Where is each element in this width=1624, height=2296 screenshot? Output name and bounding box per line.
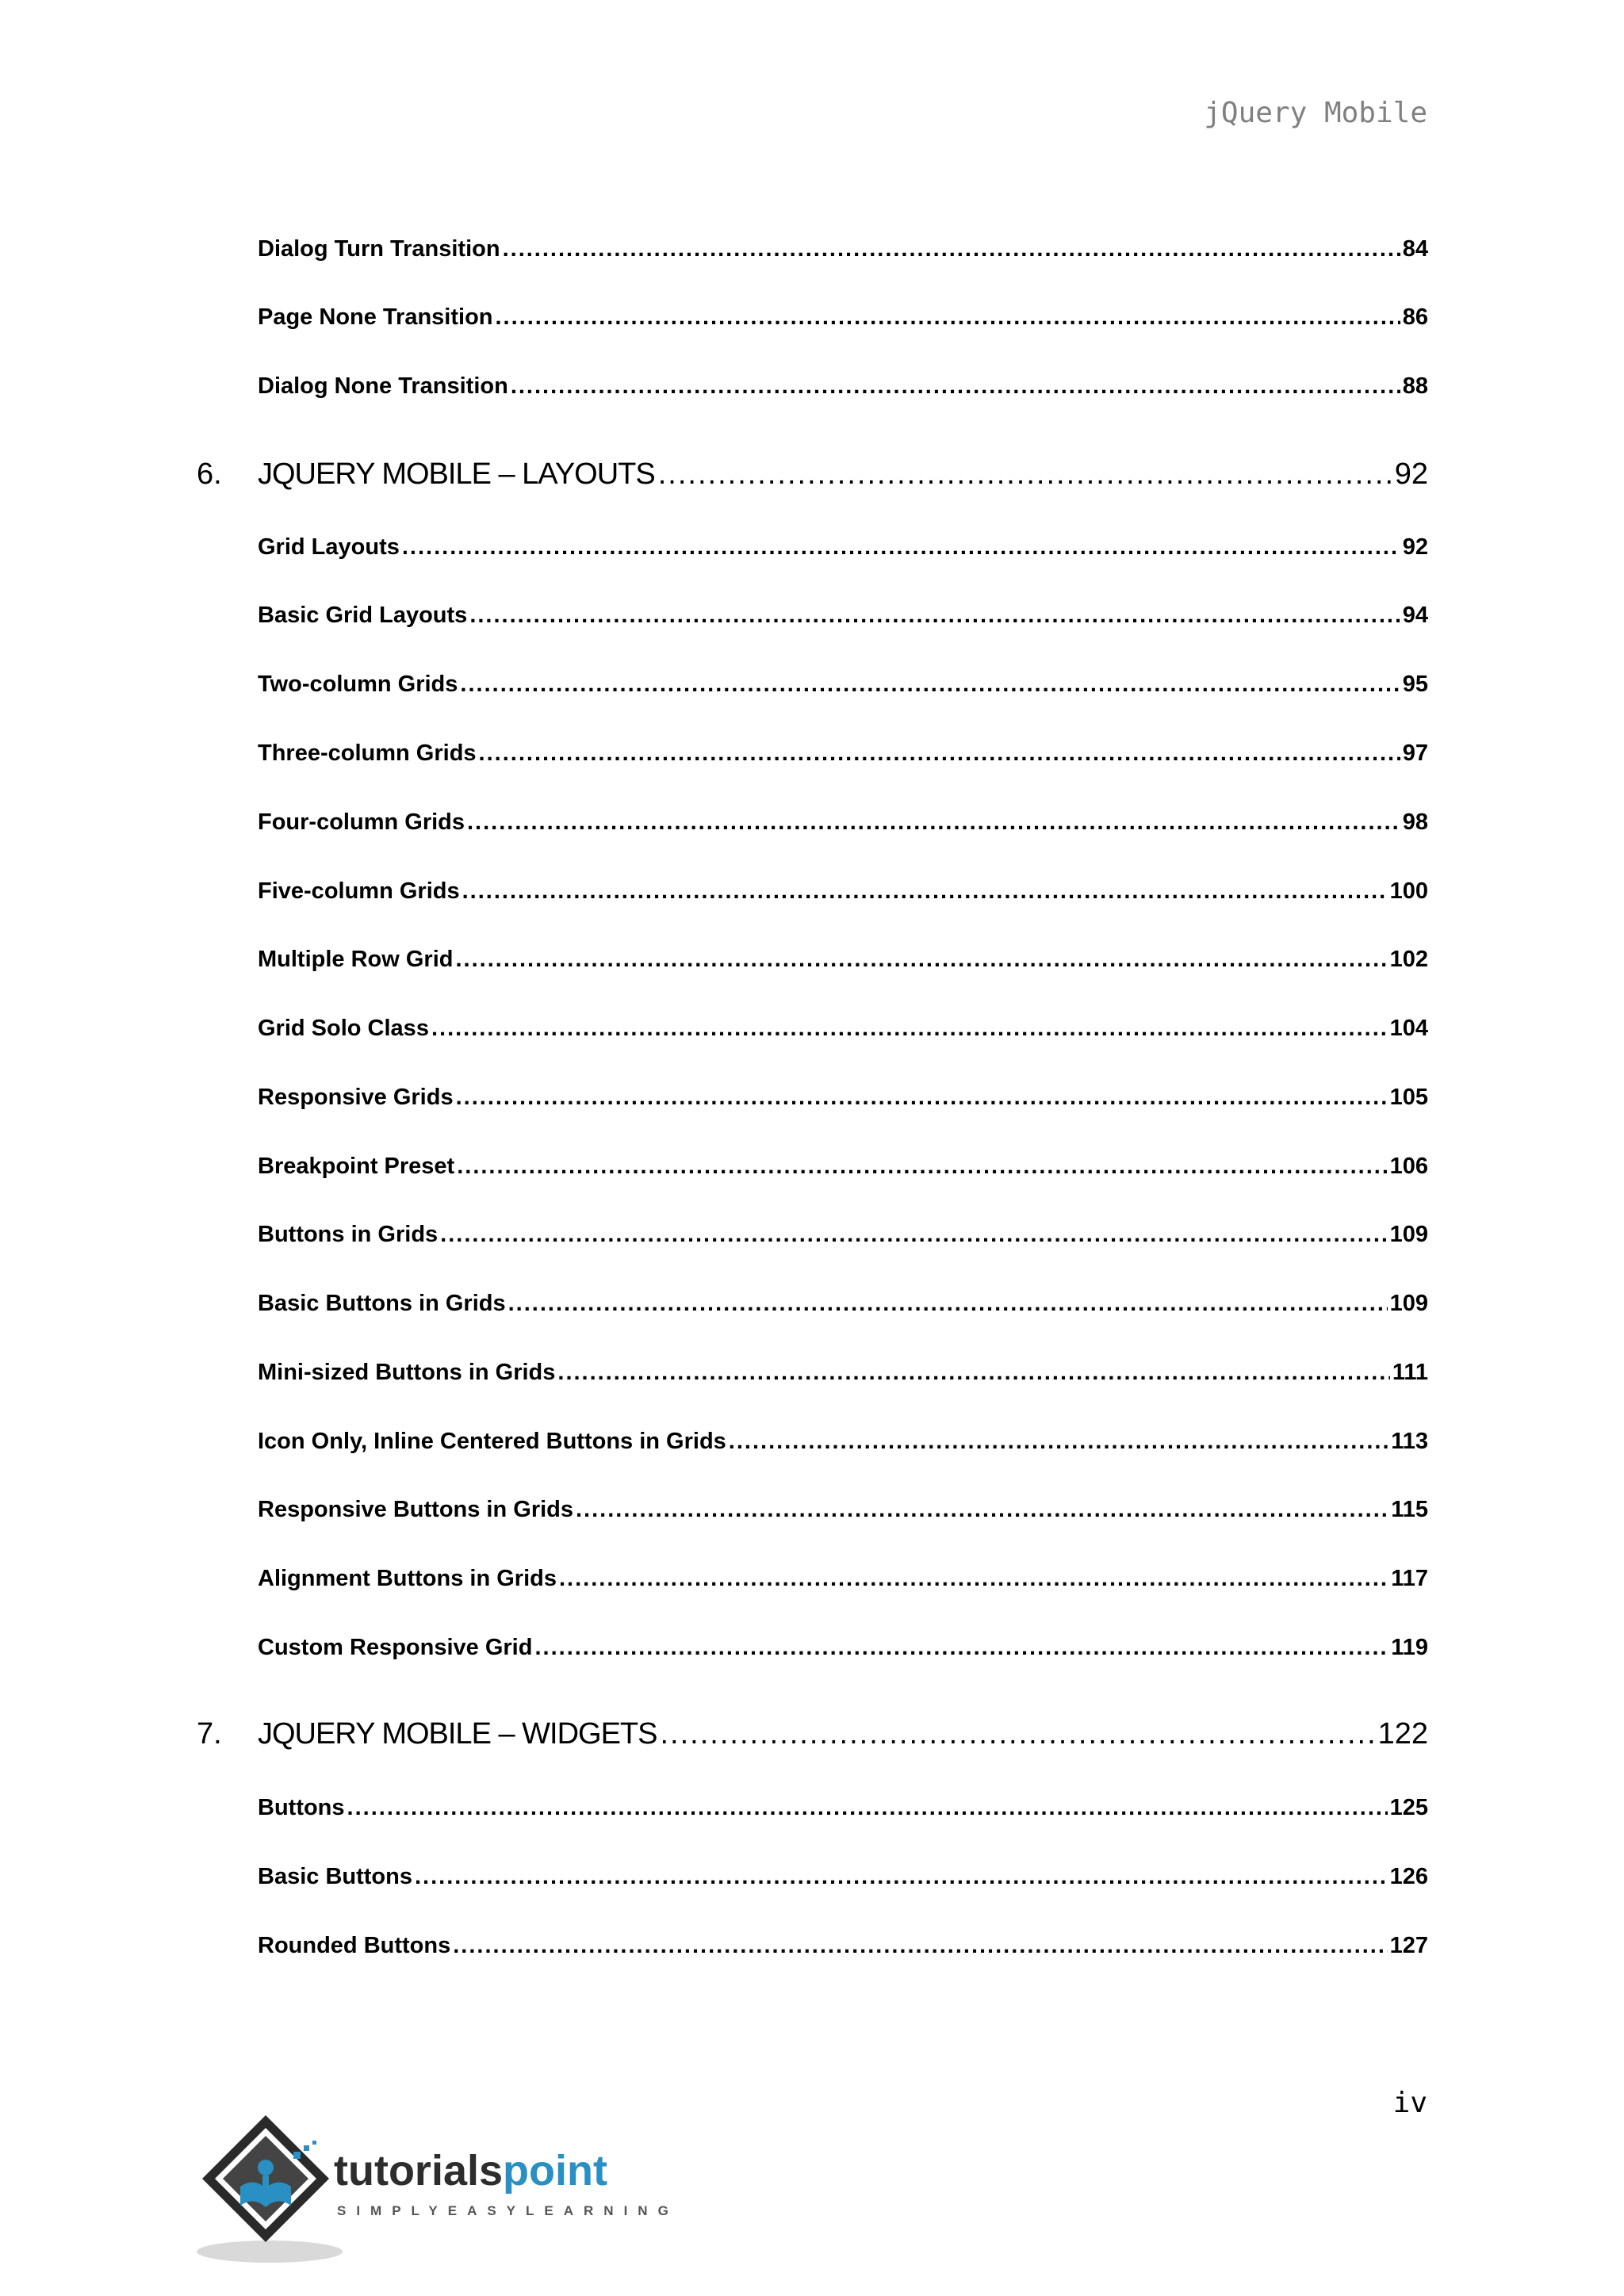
- toc-entry-page: 117: [1391, 1566, 1428, 1591]
- toc-leader-dots: [440, 1222, 1387, 1248]
- toc-entry[interactable]: [258, 672, 1428, 698]
- toc-leader-dots: [479, 740, 1400, 767]
- page-header: jQuery Mobile: [1204, 97, 1427, 129]
- toc-leader-dots: [469, 603, 1400, 629]
- toc-entry-page: 95: [1402, 672, 1428, 697]
- toc-entry-label: Grid Solo Class: [258, 1016, 429, 1041]
- toc-entry[interactable]: [258, 1497, 1428, 1523]
- toc-leader-dots: [511, 373, 1400, 400]
- toc-entry[interactable]: [258, 1291, 1428, 1317]
- toc-entry[interactable]: [258, 1933, 1428, 1959]
- logo-tagline: SIMPLYEASYLEARNING: [337, 2203, 679, 2218]
- chapter-page: 92: [1394, 457, 1428, 491]
- toc-leader-dots: [557, 1360, 1389, 1386]
- toc-entry[interactable]: [258, 1360, 1428, 1386]
- toc-entry-page: 102: [1389, 947, 1428, 972]
- toc-entry-label: Buttons in Grids: [258, 1222, 439, 1247]
- toc-leader-dots: [460, 672, 1400, 698]
- toc-entry-label: Alignment Buttons in Grids: [258, 1566, 557, 1591]
- toc-leader-dots: [462, 878, 1388, 905]
- toc-entry[interactable]: [258, 1864, 1428, 1890]
- logo-wordmark: tutorialspoint: [334, 2147, 607, 2195]
- toc-entry-label: Two-column Grids: [258, 672, 458, 697]
- toc-entry[interactable]: [258, 740, 1428, 767]
- toc-entry[interactable]: [258, 1016, 1428, 1042]
- toc-entry-label: Page None Transition: [258, 304, 493, 330]
- toc-leader-dots: [453, 1933, 1387, 1959]
- toc-entry-label: Basic Grid Layouts: [258, 603, 468, 628]
- toc-entry[interactable]: [258, 534, 1428, 561]
- toc-leader-dots: [457, 1154, 1387, 1180]
- toc-entry-page: 111: [1392, 1360, 1428, 1385]
- toc-leader-dots: [415, 1864, 1388, 1890]
- toc-entry[interactable]: [258, 1635, 1428, 1661]
- toc-entry-page: 97: [1402, 740, 1428, 766]
- toc-entry[interactable]: [258, 1154, 1428, 1180]
- toc-entry[interactable]: [258, 1085, 1428, 1111]
- toc-leader-dots: [456, 947, 1388, 973]
- toc-leader-dots: [402, 534, 1400, 561]
- toc-entry[interactable]: [258, 809, 1428, 836]
- toc-leader-dots: [467, 809, 1400, 836]
- chapter-number: 6.: [197, 457, 222, 491]
- toc-entry[interactable]: [258, 1566, 1428, 1592]
- chapter-page: 122: [1377, 1717, 1428, 1751]
- toc-entry-page: 94: [1402, 603, 1428, 628]
- toc-entry[interactable]: [258, 1429, 1428, 1455]
- toc-entry-label: Breakpoint Preset: [258, 1154, 455, 1179]
- toc-entry[interactable]: [258, 603, 1428, 629]
- toc-entry-label: Responsive Buttons in Grids: [258, 1497, 573, 1522]
- toc-entry-label: Multiple Row Grid: [258, 947, 454, 972]
- toc-entry-label: Five-column Grids: [258, 878, 460, 904]
- toc-entry-page: 127: [1389, 1933, 1428, 1958]
- toc-leader-dots: [347, 1795, 1388, 1821]
- toc-entry[interactable]: [258, 236, 1428, 262]
- toc-leader-dots: [661, 1717, 1375, 1751]
- toc-entry-page: 88: [1402, 373, 1428, 399]
- toc-entry-page: 92: [1402, 534, 1428, 560]
- toc-entry-page: 86: [1402, 304, 1428, 330]
- toc-entry-label: Mini-sized Buttons in Grids: [258, 1360, 556, 1385]
- toc-entry-label: Responsive Grids: [258, 1085, 454, 1110]
- toc-entry-label: Basic Buttons: [258, 1864, 412, 1889]
- toc-entry-page: 109: [1389, 1222, 1428, 1247]
- toc-chapter-6[interactable]: [197, 457, 1428, 492]
- toc-entry-page: 98: [1402, 809, 1428, 835]
- tutorialspoint-logo: [194, 2109, 686, 2267]
- toc-entry-page: 119: [1391, 1635, 1428, 1660]
- toc-entry-page: 100: [1389, 878, 1428, 904]
- toc-entry-label: Custom Responsive Grid: [258, 1635, 533, 1660]
- toc-leader-dots: [508, 1291, 1388, 1317]
- toc-entry-label: Four-column Grids: [258, 809, 465, 835]
- page-number: iv: [1392, 2087, 1427, 2119]
- toc-entry-label: Grid Layouts: [258, 534, 400, 560]
- toc-entry-page: 126: [1389, 1864, 1428, 1889]
- toc-entry-label: Dialog None Transition: [258, 373, 508, 399]
- toc-entry-label: Dialog Turn Transition: [258, 236, 500, 262]
- toc-entry[interactable]: [258, 304, 1428, 331]
- chapter-title: JQUERY MOBILE – LAYOUTS: [258, 457, 655, 491]
- toc-leader-dots: [559, 1566, 1388, 1592]
- toc-entry-page: 125: [1389, 1795, 1428, 1820]
- toc-entry-label: Basic Buttons in Grids: [258, 1291, 506, 1316]
- toc-entry-page: 104: [1389, 1016, 1428, 1041]
- toc-entry-page: 105: [1389, 1085, 1428, 1110]
- toc-entry-label: Buttons: [258, 1795, 345, 1820]
- toc-entry-page: 113: [1391, 1429, 1428, 1454]
- toc-leader-dots: [534, 1635, 1388, 1661]
- toc-leader-dots: [729, 1429, 1388, 1455]
- toc-leader-dots: [496, 304, 1400, 331]
- toc-entry-page: 115: [1391, 1497, 1428, 1522]
- chapter-title: JQUERY MOBILE – WIDGETS: [258, 1717, 657, 1751]
- toc-entry-page: 106: [1389, 1154, 1428, 1179]
- toc-entry[interactable]: [258, 947, 1428, 973]
- toc-entry[interactable]: [258, 878, 1428, 905]
- toc-entry-page: 109: [1389, 1291, 1428, 1316]
- toc-leader-dots: [576, 1497, 1388, 1523]
- chapter-number: 7.: [197, 1717, 222, 1751]
- toc-entry-page: 84: [1402, 236, 1428, 262]
- toc-leader-dots: [431, 1016, 1388, 1042]
- toc-entry[interactable]: [258, 373, 1428, 400]
- toc-chapter-7[interactable]: [197, 1717, 1428, 1751]
- toc-entry-label: Icon Only, Inline Centered Buttons in Grids: [258, 1429, 726, 1454]
- toc-entry[interactable]: [258, 1222, 1428, 1248]
- toc-entry-label: Rounded Buttons: [258, 1933, 451, 1958]
- toc-leader-dots: [503, 236, 1400, 262]
- toc-leader-dots: [658, 457, 1392, 492]
- toc-entry[interactable]: [258, 1795, 1428, 1821]
- toc-leader-dots: [456, 1085, 1388, 1111]
- toc-entry-label: Three-column Grids: [258, 740, 477, 766]
